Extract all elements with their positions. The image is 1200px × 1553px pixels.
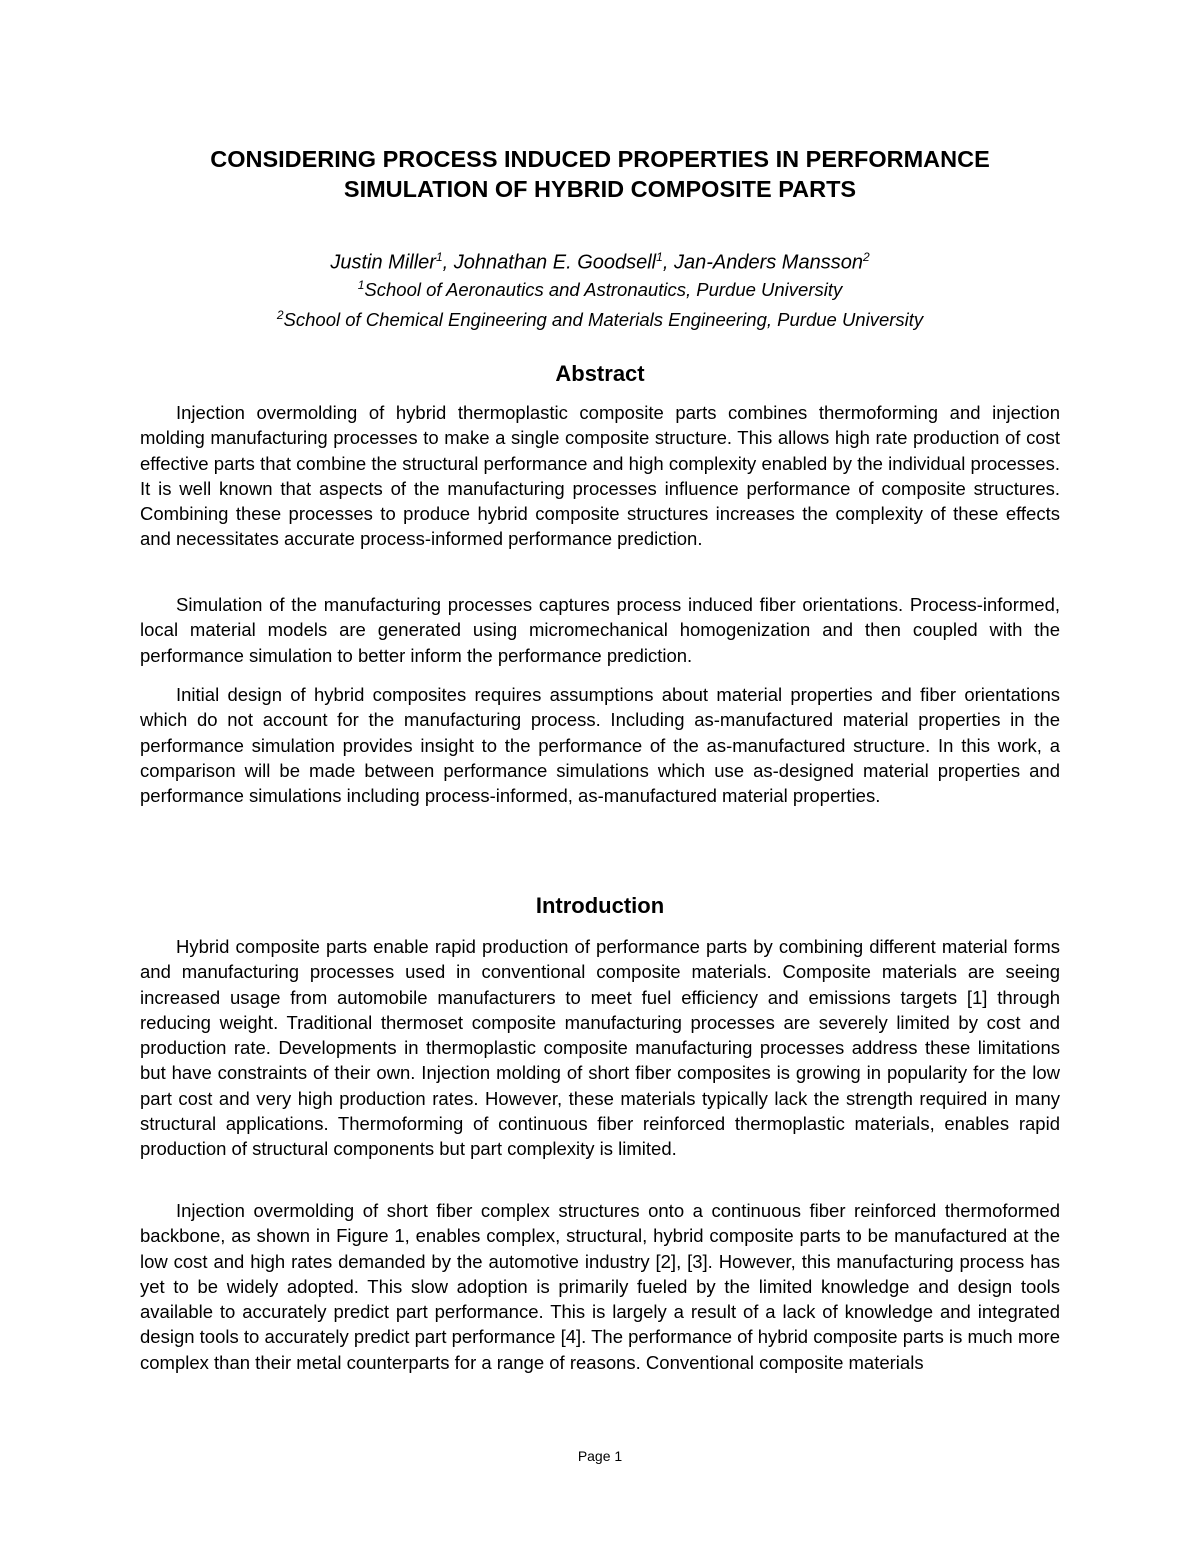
affiliation-text: School of Chemical Engineering and Materials Engineering, Purdue University — [283, 309, 924, 331]
affiliation-text: School of Aeronautics and Astronautics, Purdue University — [364, 279, 843, 301]
paper-title — [100, 144, 1100, 204]
title-line-2: SIMULATION OF HYBRID COMPOSITE PARTS — [343, 176, 857, 202]
abstract-paragraph: Injection overmolding of hybrid thermoplastic composite parts combines thermoforming and injection molding manufacturing processes to make a single composite structure. This allows high rate production of cost effective parts that combine the structural performance and high complexity enabled by the individual processes. It is well known that aspects of the manufacturing processes influence performance of composite structures. Combining these processes to produce hybrid composite structures increases the complexity of these effects and necessitates accurate process-informed performance prediction. — [140, 402, 1060, 550]
affiliation-1 — [100, 272, 1100, 303]
author-separator: , — [442, 251, 454, 274]
affiliation-2 — [100, 302, 1100, 333]
author-affiliation-mark: 1 — [435, 250, 443, 264]
author-list — [100, 244, 1100, 276]
introduction-paragraph: Hybrid composite parts enable rapid production of performance parts by combining different material forms and manufacturing processes used in conventional composite materials. Composite materials are seeing increased usage from automobile manufacturers to meet fuel efficiency and emissions targets [1] through reducing weight. Traditional thermoset composite manufacturing processes are severely limited by cost and production rate. Developments in thermoplastic composite manufacturing processes address these limitations but have constraints of their own. Injection molding of short fiber composites is growing in popularity for the low part cost and very high production rates. However, these materials typically lack the strength required in many structural applications. Thermoforming of continuous fiber reinforced thermoplastic materials, enables rapid production of structural components but part complexity is limited. — [140, 936, 1060, 1160]
title-line-1: CONSIDERING PROCESS INDUCED PROPERTIES IN PERFORMANCE — [210, 146, 990, 172]
introduction-heading: Introduction — [535, 893, 665, 918]
abstract-paragraph: Initial design of hybrid composites requires assumptions about material properties and fiber orientations which do not account for the manufacturing process. Including as-manufactured material properties in the performance simulation provides insight to the performance of the as-manufactured structure. In this work, a comparison will be made between performance simulations which use as-designed material properties and performance simulations including process-informed, as-manufactured material properties. — [140, 684, 1060, 807]
author-affiliation-mark: 1 — [656, 250, 663, 264]
author-name: Johnathan E. Goodsell — [453, 251, 657, 274]
author-separator: , — [662, 251, 674, 274]
abstract-heading: Abstract — [555, 361, 645, 386]
author-affiliation-mark: 2 — [862, 250, 870, 264]
abstract-paragraph: Simulation of the manufacturing processes captures process induced fiber orientations. Process-informed, local material models are generated using micromechanical homogenization and then coupled with the performance simulation to better inform the performance prediction. — [140, 594, 1060, 666]
affiliation-mark: 2 — [276, 308, 284, 322]
affiliation-mark: 1 — [357, 278, 365, 292]
page-number: Page 1 — [577, 1448, 623, 1464]
author-name: Jan-Anders Mansson — [673, 251, 863, 274]
introduction-paragraph: Injection overmolding of short fiber complex structures onto a continuous fiber reinforced thermoformed backbone, as shown in Figure 1, enables complex, structural, hybrid composite parts to be manufactured at the low cost and high rates demanded by the automotive industry [2], [3]. However, this manufacturing process has yet to be widely adopted. This slow adoption is primarily fueled by the limited knowledge and design tools available to accurately predict part performance. This is largely a result of a lack of knowledge and integrated design tools to accurately predict part performance [4]. The performance of hybrid composite parts is much more complex than their metal counterparts for a range of reasons. Conventional composite materials — [140, 1200, 1060, 1373]
author-name: Justin Miller — [330, 251, 436, 274]
